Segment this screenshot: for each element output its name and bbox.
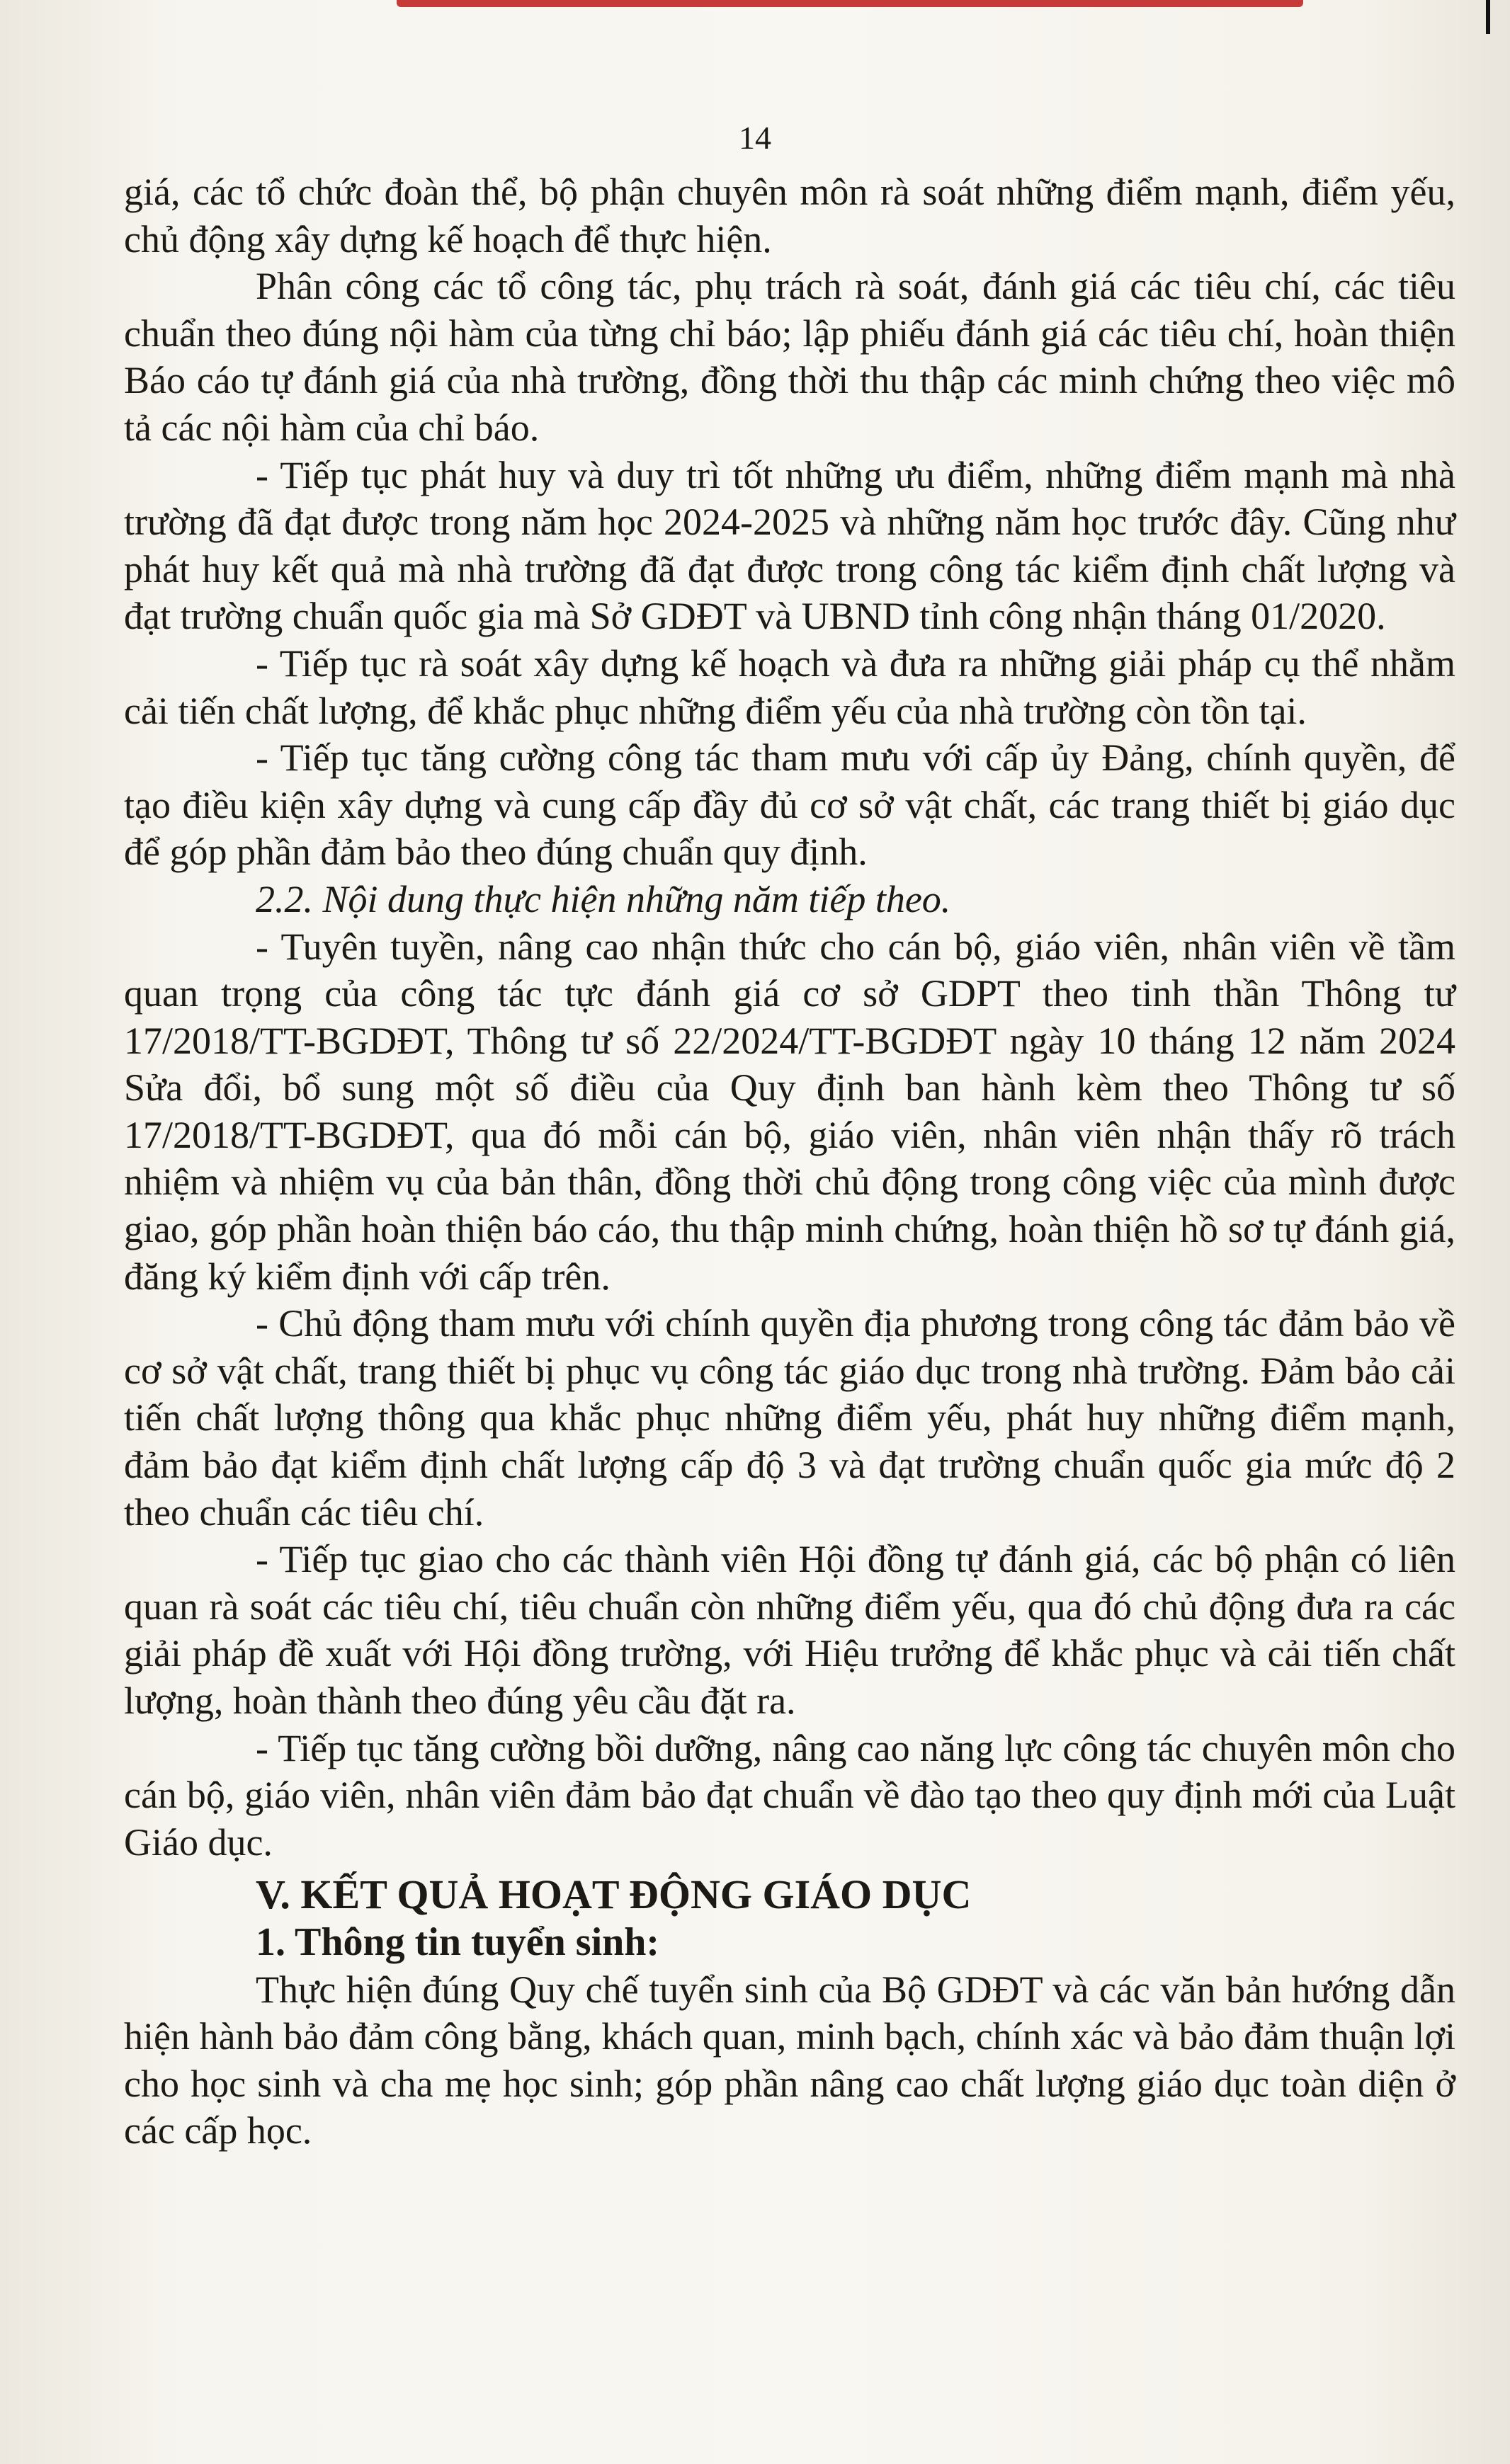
- red-top-strip: [397, 0, 1303, 7]
- section-heading-v: V. KẾT QUẢ HOẠT ĐỘNG GIÁO DỤC: [256, 1871, 972, 1918]
- paragraph-maintain-strengths: - Tiếp tục phát huy và duy trì tốt những ưu điểm, những điểm mạnh mà nhà trường đã đạt được trong năm học 2024-2025 và những năm học trước đây. Cũng như phát huy kết quả mà nhà trường đã đạt được trong công tác kiểm định chất lượng và đạt trường chuẩn quốc gia mà Sở GDĐT và UBND tỉnh công nhận tháng 01/2020.: [124, 453, 1455, 638]
- section-title-2-2: 2.2. Nội dung thực hiện những năm tiếp theo.: [256, 877, 951, 920]
- paragraph-admissions: Thực hiện đúng Quy chế tuyển sinh của Bộ GDĐT và các văn bản hướng dẫn hiện hành bảo đảm công bằng, khách quan, minh bạch, chính xác và bảo đảm thuận lợi cho học sinh và cha mẹ học sinh; góp phần nâng cao chất lượng giáo dục toàn diện ở các cấp học.: [124, 1968, 1455, 2152]
- paragraph-review-plan: - Tiếp tục rà soát xây dựng kế hoạch và đưa ra những giải pháp cụ thể nhằm cải tiến chất lượng, để khắc phục những điểm yếu của nhà trường còn tồn tại.: [124, 641, 1455, 732]
- paragraph-training: - Tiếp tục tăng cường bồi dưỡng, nâng cao năng lực công tác chuyên môn cho cán bộ, giáo viên, nhân viên đảm bảo đạt chuẩn về đào tạo theo quy định mới của Luật Giáo dục.: [124, 1726, 1455, 1864]
- paragraph-local-advisory: - Chủ động tham mưu với chính quyền địa phương trong công tác đảm bảo về cơ sở vật chất, trang thiết bị phục vụ công tác giáo dục trong nhà trường. Đảm bảo cải tiến chất lượng thông qua khắc phục những điểm yếu, phát huy những điểm mạnh, đảm bảo đạt kiểm định chất lượng cấp độ 3 và đạt trường chuẩn quốc gia mức độ 2 theo chuẩn các tiêu chí.: [124, 1302, 1455, 1534]
- paragraph-continuation: giá, các tổ chức đoàn thể, bộ phận chuyên môn rà soát những điểm mạnh, điểm yếu, chủ động xây dựng kế hoạch để thực hiện.: [124, 171, 1455, 261]
- subsection-heading-admissions: 1. Thông tin tuyển sinh:: [256, 1920, 660, 1964]
- paragraph-council-review: - Tiếp tục giao cho các thành viên Hội đồng tự đánh giá, các bộ phận có liên quan rà soát các tiêu chí, tiêu chuẩn còn những điểm yếu, qua đó chủ động đưa ra các giải pháp đề xuất với Hội đồng trường, với Hiệu trưởng để khắc phục và cải tiến chất lượng, hoàn thành theo đúng yêu cầu đặt ra.: [124, 1538, 1455, 1722]
- paragraph-awareness: - Tuyên tuyền, nâng cao nhận thức cho cán bộ, giáo viên, nhân viên về tầm quan trọng của công tác tực đánh giá cơ sở GDPT theo tinh thần Thông tư 17/2018/TT-BGDĐT, Thông tư số 22/2024/TT-BGDĐT ngày 10 tháng 12 năm 2024 Sửa đổi, bổ sung một số điều của Quy định ban hành kèm theo Thông tư số 17/2018/TT-BGDĐT, qua đó mỗi cán bộ, giáo viên, nhân viên nhận thấy rõ trách nhiệm và nhiệm vụ của bản thân, đồng thời chủ động trong công việc của mình được giao, góp phần hoàn thiện báo cáo, thu thập minh chứng, hoàn thiện hồ sơ tự đánh giá, đăng ký kiểm định với cấp trên.: [124, 925, 1455, 1298]
- page-number: 14: [739, 120, 771, 156]
- edge-mark: [1486, 0, 1490, 34]
- paragraph-advisory-work: - Tiếp tục tăng cường công tác tham mưu với cấp ủy Đảng, chính quyền, để tạo điều kiện xây dựng và cung cấp đầy đủ cơ sở vật chất, các trang thiết bị giáo dục để góp phần đảm bảo theo đúng chuẩn quy định.: [124, 736, 1455, 874]
- document-body: [124, 169, 1455, 2155]
- paragraph-assign-teams: Phân công các tổ công tác, phụ trách rà soát, đánh giá các tiêu chí, các tiêu chuẩn theo đúng nội hàm của từng chỉ báo; lập phiếu đánh giá các tiêu chí, hoàn thiện Báo cáo tự đánh giá của nhà trường, đồng thời thu thập các minh chứng theo việc mô tả các nội hàm của chỉ báo.: [124, 265, 1455, 449]
